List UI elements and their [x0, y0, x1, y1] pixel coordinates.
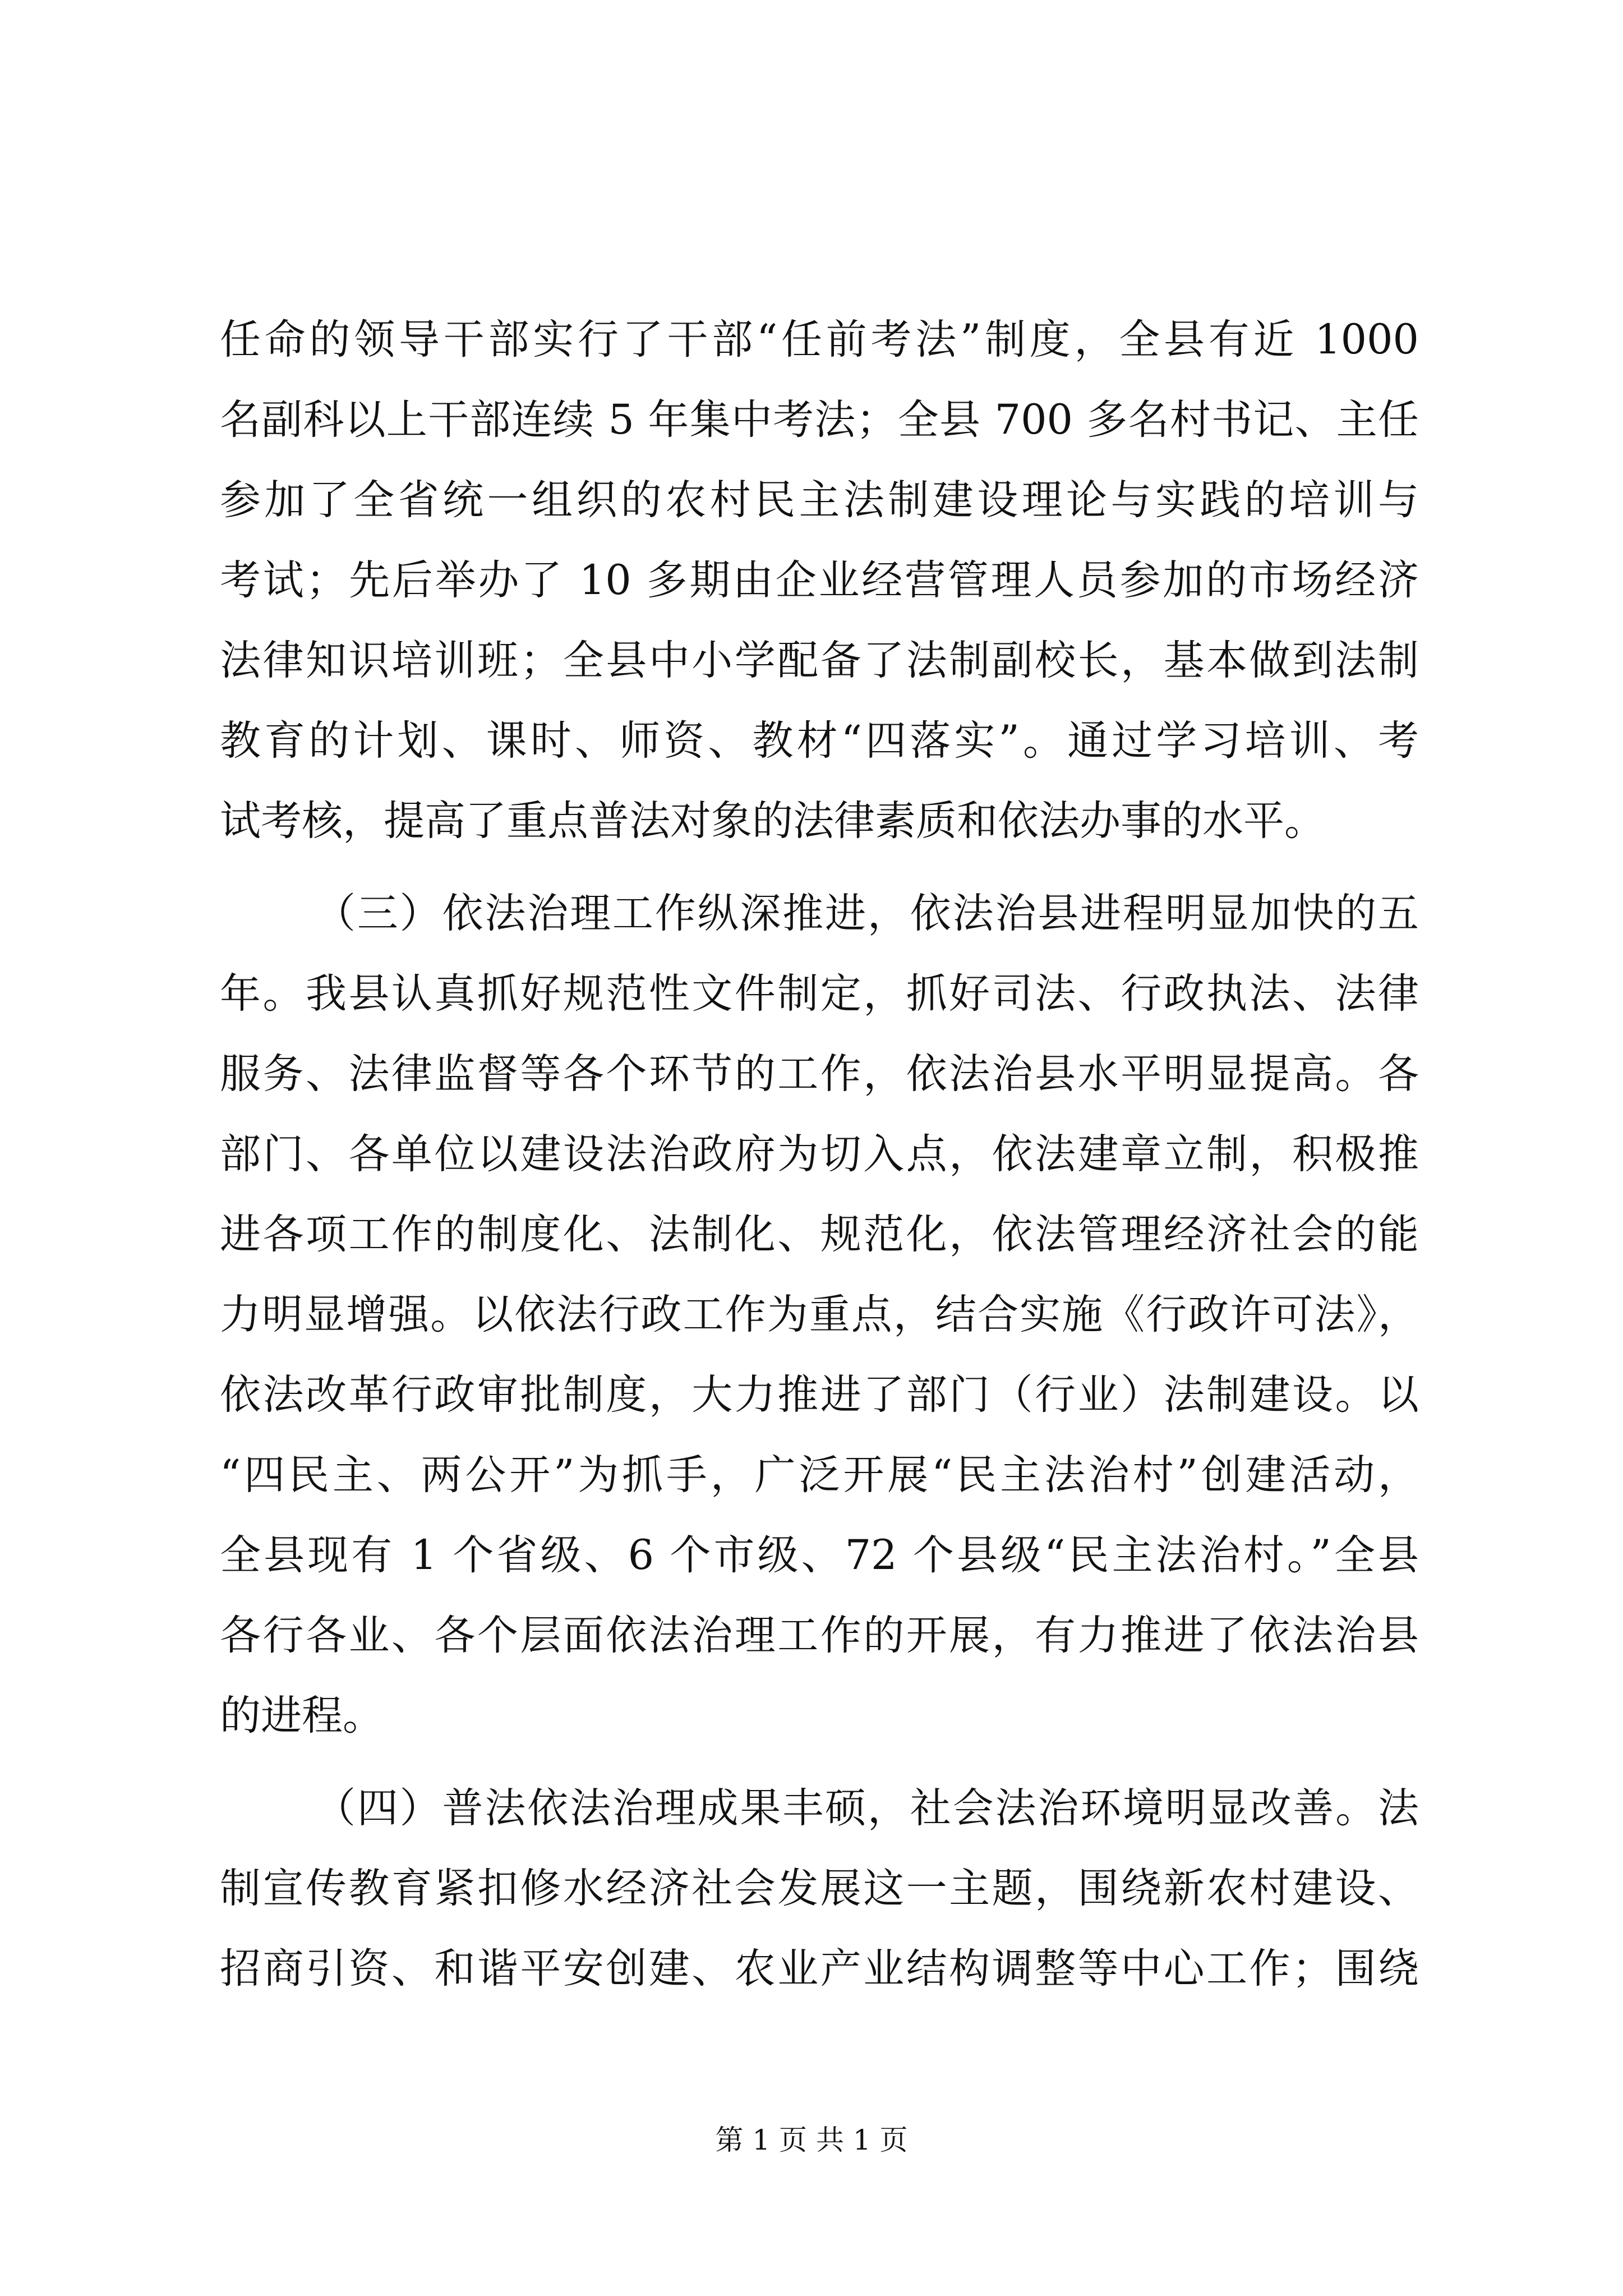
text-line: 部门、各单位以建设法治政府为切入点，依法建章立制，积极推	[220, 1130, 1419, 1178]
text-line: 考试；先后举办了 10 多期由企业经营管理人员参加的市场经济	[220, 556, 1419, 604]
paragraph-section-four	[220, 1768, 1419, 2009]
text-line: 名副科以上干部连续 5 年集中考法；全县 700 多名村书记、主任	[220, 396, 1419, 444]
page-number-footer: 第 1 页 共 1 页	[715, 2124, 908, 2156]
text-line: 全县现有 1 个省级、6 个市级、72 个县级“民主法治村。”全县	[220, 1531, 1419, 1579]
text-line: 任命的领导干部实行了干部“任前考法”制度，全县有近 1000	[220, 316, 1419, 364]
text-line: 参加了全省统一组织的农村民主法制建设理论与实践的培训与	[220, 476, 1419, 524]
document-body	[220, 300, 1419, 2021]
text-line: 试考核，提高了重点普法对象的法律素质和依法办事的水平。	[220, 797, 1325, 845]
text-line: 招商引资、和谐平安创建、农业产业结构调整等中心工作；围绕	[220, 1945, 1419, 1993]
text-line: 进各项工作的制度化、法制化、规范化，依法管理经济社会的能	[220, 1211, 1419, 1258]
text-line: 各行各业、各个层面依法治理工作的开展，有力推进了依法治县	[220, 1612, 1419, 1659]
text-line: （三）依法治理工作纵深推进，依法治县进程明显加快的五	[315, 890, 1419, 937]
text-line: 力明显增强。以依法行政工作为重点，结合实施《行政许可法》，	[220, 1291, 1419, 1338]
text-line: 服务、法律监督等各个环节的工作，依法治县水平明显提高。各	[220, 1050, 1419, 1098]
text-line: 年。我县认真抓好规范性文件制定，抓好司法、行政执法、法律	[220, 970, 1419, 1018]
text-line: （四）普法依法治理成果丰硕，社会法治环境明显改善。法	[315, 1784, 1419, 1832]
paragraph-continued	[220, 300, 1419, 861]
paragraph-section-three	[220, 873, 1419, 1756]
text-line: 的进程。	[220, 1692, 384, 1740]
text-line: 法律知识培训班；全县中小学配备了法制副校长，基本做到法制	[220, 637, 1419, 684]
text-line: “四民主、两公开”为抓手，广泛开展“民主法治村”创建活动，	[220, 1451, 1419, 1499]
text-line: 教育的计划、课时、师资、教材“四落实”。通过学习培训、考	[220, 717, 1419, 765]
text-line: 依法改革行政审批制度，大力推进了部门（行业）法制建设。以	[220, 1371, 1419, 1419]
text-line: 制宣传教育紧扣修水经济社会发展这一主题，围绕新农村建设、	[220, 1865, 1419, 1912]
